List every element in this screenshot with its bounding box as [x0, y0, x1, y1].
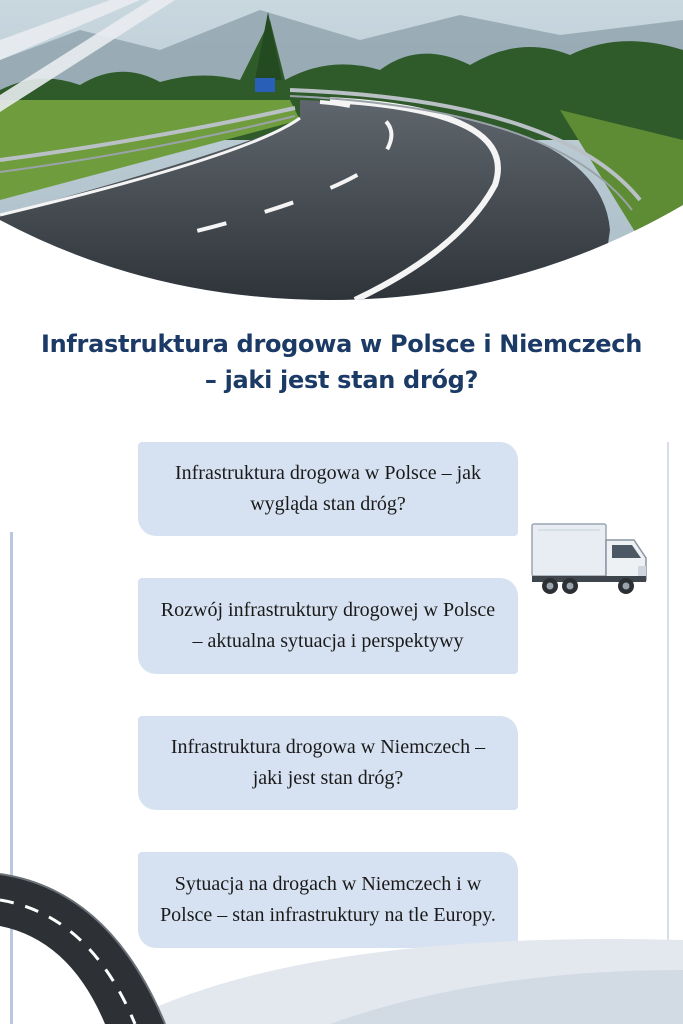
toc-card-2[interactable] — [138, 578, 518, 674]
toc-card-label: Infrastruktura drogowa w Polsce – jak wygląda stan dróg? — [174, 462, 482, 515]
toc-card-label: Sytuacja na drogach w Niemczech i w Polsce – stan infrastruktury na tle Europy. — [160, 873, 496, 926]
hero-highway-image — [0, 0, 683, 300]
toc-card-1[interactable] — [138, 442, 518, 536]
truck-icon — [530, 518, 652, 602]
toc-card-3[interactable] — [138, 716, 518, 810]
toc-card-label: Rozwój infrastruktury drogowej w Polsce – aktualna sytuacja i perspektywy — [160, 599, 496, 652]
road-curve-icon — [0, 860, 683, 1024]
page-title: Infrastruktura drogowa w Polsce i Niemczech – jaki jest stan dróg? — [40, 330, 642, 394]
toc-card-label: Infrastruktura drogowa w Niemczech – jaki jest stan dróg? — [170, 736, 486, 789]
highway-photo-icon — [0, 0, 683, 300]
